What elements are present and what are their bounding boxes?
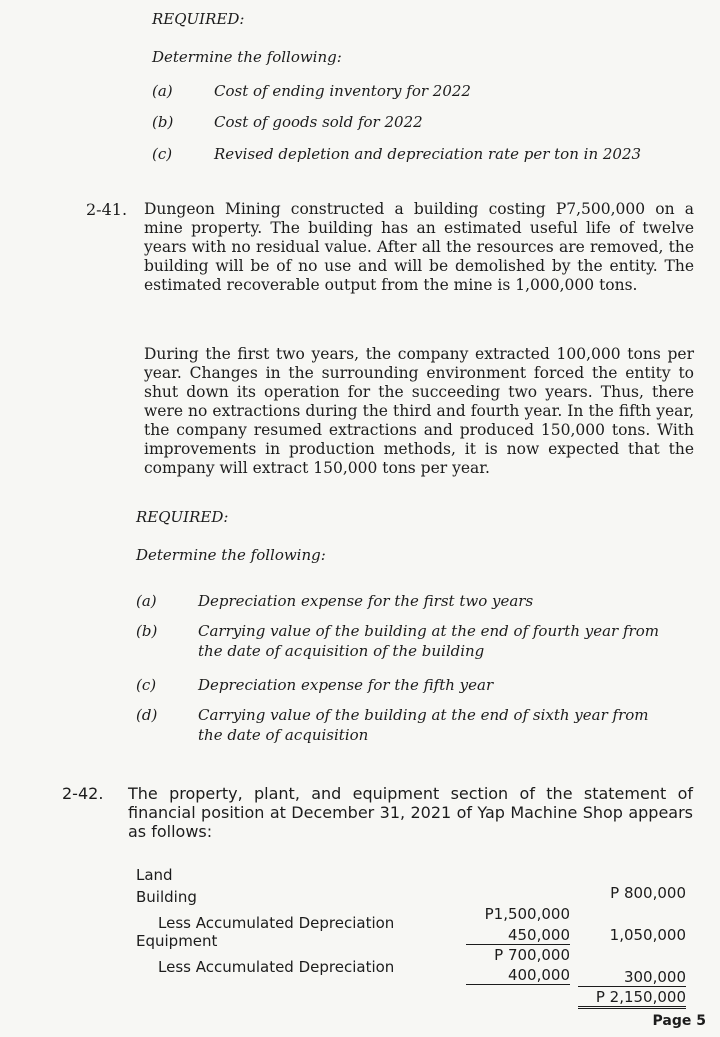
item-text: Carrying value of the building at the end of sixth year from: [198, 706, 649, 724]
item-text: Revised depletion and depreciation rate per ton in 2023: [214, 145, 642, 163]
item-text-continued: the date of acquisition: [198, 726, 369, 744]
amount-equipment-net: 300,000: [578, 968, 686, 987]
list-item: [152, 82, 712, 102]
item-label: (c): [152, 145, 173, 163]
item-label: (b): [136, 622, 158, 640]
amount-total-ppe: P 2,150,000: [578, 988, 686, 1009]
row-label-equipment: Equipment: [136, 932, 218, 950]
list-item: [136, 592, 706, 614]
paragraph: During the first two years, the company extracted 100,000 tons per year. Changes in the surrounding environment forced the entity to shut down its operation for the succeeding two years. Thus, there were no extractions during the third and fourth year. In the fifth year, the company resumed extractions and produced 150,000 tons. With improvements in production methods, it is now expected that the company will extract 150,000 tons per year.: [144, 345, 694, 477]
required-heading-2-41: REQUIRED:: [136, 508, 229, 526]
row-label-land: Land: [136, 866, 173, 884]
item-label: (a): [152, 82, 173, 100]
paragraph: Dungeon Mining constructed a building costing P7,500,000 on a mine property. The building has an estimated useful life of twelve years with no residual value. After all the resources are removed, the building will be of no use and will be demolished by the entity. The estimated recoverable output from the mine is 1,000,000 tons.: [144, 200, 694, 294]
row-label-equipment-accum-dep: Less Accumulated Depreciation: [158, 958, 395, 976]
list-item: [136, 622, 706, 666]
instruction-2-41: Determine the following:: [136, 546, 326, 564]
list-item: [152, 113, 712, 133]
page-number: Page 5: [652, 1013, 706, 1029]
problem-2-41-para1: [144, 200, 694, 295]
amount-building-cost: P1,500,000: [484, 905, 570, 923]
problem-2-42-intro: [128, 784, 693, 841]
item-text-continued: the date of acquisition of the building: [198, 642, 485, 660]
list-item: [136, 676, 706, 698]
item-text: Depreciation expense for the fifth year: [198, 676, 494, 694]
required-heading-top: REQUIRED:: [152, 10, 245, 28]
item-label: (d): [136, 706, 158, 724]
amount-equipment-cost: P 700,000: [494, 946, 570, 964]
problem-number-2-41: 2-41.: [86, 200, 128, 219]
problem-number-2-42: 2-42.: [62, 784, 104, 803]
item-text: Cost of ending inventory for 2022: [214, 82, 471, 100]
item-text: Cost of goods sold for 2022: [214, 113, 423, 131]
amount-building-accum-dep: 450,000: [466, 926, 570, 945]
list-item: [136, 706, 706, 750]
row-label-building-accum-dep: Less Accumulated Depreciation: [158, 914, 395, 932]
amount-building-net: 1,050,000: [609, 926, 686, 944]
amount-land: P 800,000: [610, 884, 686, 902]
item-label: (b): [152, 113, 174, 131]
item-label: (c): [136, 676, 157, 694]
problem-2-41-para2: [144, 345, 694, 478]
amount-equipment-accum-dep: 400,000: [466, 966, 570, 985]
item-label: (a): [136, 592, 157, 610]
row-label-building: Building: [136, 888, 197, 906]
list-item: [152, 145, 712, 165]
item-text: Depreciation expense for the first two years: [198, 592, 534, 610]
item-text: Carrying value of the building at the end of fourth year from: [198, 622, 659, 640]
instruction-top: Determine the following:: [152, 48, 342, 66]
paragraph: The property, plant, and equipment section of the statement of financial position at December 31, 2021 of Yap Machine Shop appears as follows:: [128, 784, 693, 841]
